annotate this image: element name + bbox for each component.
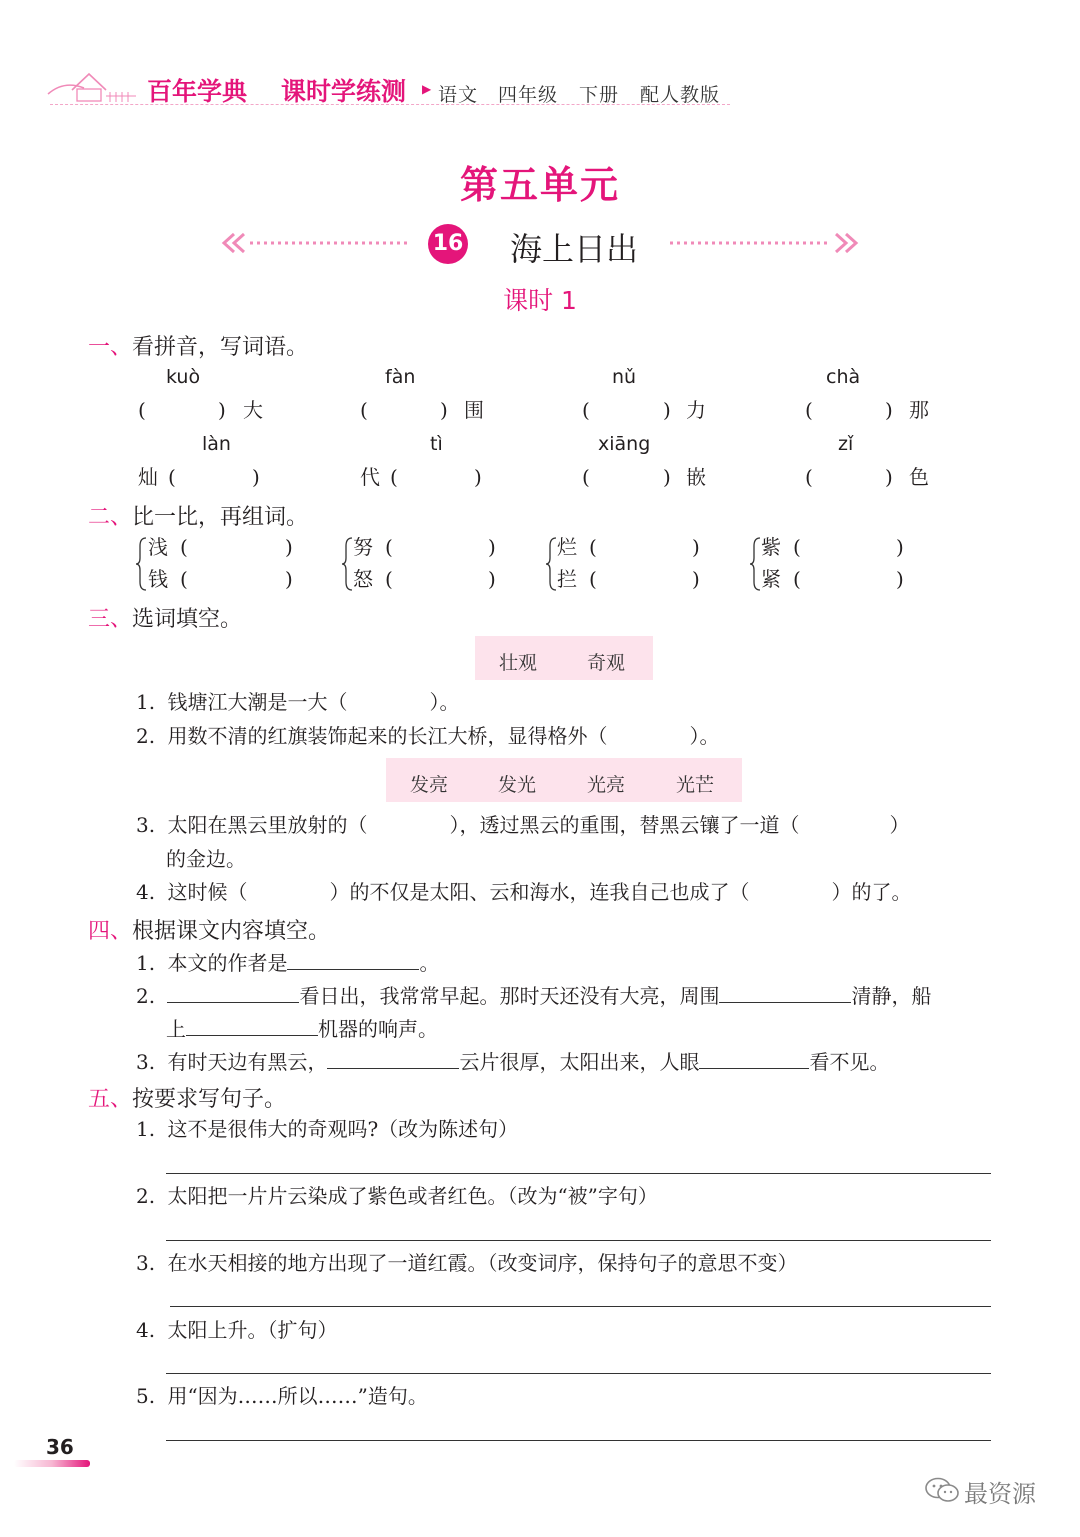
pinyin: làn xyxy=(202,433,231,455)
compare-char: 浅 xyxy=(148,535,168,559)
word-choice-box-1 xyxy=(475,636,653,680)
title-left-ornament xyxy=(220,230,415,256)
unit-title: 第五单元 xyxy=(459,163,620,207)
question-4-2-cont xyxy=(166,1017,438,1039)
question-number: 1. xyxy=(136,690,156,714)
paren-close: ) xyxy=(488,567,496,591)
question-number: 2. xyxy=(136,724,156,748)
pinyin: nǔ xyxy=(612,366,637,388)
question-3-4 xyxy=(136,882,911,902)
section-5-number: 五、 xyxy=(88,1087,133,1112)
paren-open: ( xyxy=(582,465,590,489)
section-4-title xyxy=(88,914,330,945)
answer-line[interactable] xyxy=(166,1240,991,1241)
paren-close: ) xyxy=(488,535,496,559)
question-text: 云片很厚，太阳出来，人眼 xyxy=(459,1050,700,1074)
question-3-3 xyxy=(136,815,909,835)
question-text: ）。 xyxy=(429,690,460,714)
header-brand-1: 百年学典 xyxy=(147,77,248,106)
section-4-text: 根据课文内容填空。 xyxy=(132,919,331,944)
header-volume: 下册 xyxy=(579,84,620,106)
question-text: 本文的作者是 xyxy=(167,951,288,975)
word-choice: 奇观 xyxy=(587,652,626,674)
question-text: 钱塘江大潮是一大（ xyxy=(167,690,348,714)
question-text: 上 xyxy=(166,1017,186,1041)
page-number-bar xyxy=(14,1460,90,1467)
paren-close: ) xyxy=(663,465,671,489)
title-right-ornament xyxy=(665,230,860,256)
pinyin: chà xyxy=(826,366,861,388)
compare-char: 努 xyxy=(353,535,373,559)
question-number: 5. xyxy=(136,1384,156,1408)
question-text: ） xyxy=(889,813,910,837)
header-edition: 配人教版 xyxy=(640,84,721,106)
question-3-3-cont: 的金边。 xyxy=(166,847,246,871)
section-3-title xyxy=(88,602,242,633)
question-text: 用数不清的红旗装饰起来的长江大桥，显得格外（ xyxy=(167,724,608,748)
fill-blank[interactable] xyxy=(699,1050,809,1069)
question-5-5 xyxy=(136,1386,428,1406)
compare-char: 怒 xyxy=(353,567,373,591)
question-number: 2. xyxy=(136,1184,156,1208)
question-5-4 xyxy=(136,1320,337,1340)
page-number: 36 xyxy=(46,1435,74,1459)
pinyin: xiāng xyxy=(598,433,651,455)
question-number: 1. xyxy=(136,1117,156,1141)
header-grade: 四年级 xyxy=(498,84,559,106)
fill-blank[interactable] xyxy=(167,984,299,1003)
paren-close: ) xyxy=(474,465,482,489)
paren-close: ) xyxy=(896,535,904,559)
paren-open: ( xyxy=(582,398,590,422)
section-5-text: 按要求写句子。 xyxy=(132,1087,287,1112)
paren-close: ) xyxy=(218,398,226,422)
question-text: 看日出，我常常早起。那时天还没有大亮，周围 xyxy=(299,984,720,1008)
question-text: 。 xyxy=(419,951,440,975)
section-1-text: 看拼音，写词语。 xyxy=(132,335,309,360)
question-text: 用“因为……所以……”造句。 xyxy=(167,1384,428,1408)
brace-icon xyxy=(136,536,148,596)
compare-char: 拦 xyxy=(557,567,577,591)
watermark: 最资源 xyxy=(964,1480,1036,1508)
question-text: ）。 xyxy=(689,724,720,748)
pinyin: zǐ xyxy=(838,433,854,455)
section-3-text: 选词填空。 xyxy=(132,607,243,632)
word-choice: 光亮 xyxy=(587,774,626,796)
paren-close: ) xyxy=(285,567,293,591)
section-4-number: 四、 xyxy=(88,919,133,944)
paren-open: ( xyxy=(589,535,597,559)
paren-open: ( xyxy=(360,398,368,422)
compare-char: 烂 xyxy=(557,535,577,559)
question-text: ）的了。 xyxy=(831,880,912,904)
question-text: 这时候（ xyxy=(167,880,248,904)
question-number: 4. xyxy=(136,880,156,904)
question-text: 这不是很伟大的奇观吗?（改为陈述句） xyxy=(167,1117,519,1141)
question-5-1 xyxy=(136,1119,518,1139)
paren-open: ( xyxy=(390,465,398,489)
paren-close: ) xyxy=(896,567,904,591)
paren-close: ) xyxy=(252,465,260,489)
question-text: ）的不仅是太阳、云和海水，连我自己也成了（ xyxy=(329,880,750,904)
compare-char: 紧 xyxy=(761,567,781,591)
paren-open: ( xyxy=(805,465,813,489)
word-choice: 发亮 xyxy=(410,774,449,796)
question-text: 太阳在黑云里放射的（ xyxy=(167,813,368,837)
answer-line[interactable] xyxy=(166,1173,991,1174)
paren-open: ( xyxy=(793,535,801,559)
paren-open: ( xyxy=(168,465,176,489)
question-text: 太阳把一片片云染成了紫色或者红色。（改为“被”字句） xyxy=(167,1184,658,1208)
paren-open: ( xyxy=(385,567,393,591)
header-subject: 语文 xyxy=(438,84,479,106)
word-char: 围 xyxy=(464,398,484,422)
lesson-number-badge xyxy=(428,224,468,264)
paren-open: ( xyxy=(805,398,813,422)
paren-close: ) xyxy=(692,567,700,591)
question-3-1 xyxy=(136,692,459,712)
compare-char: 钱 xyxy=(148,567,168,591)
question-text: 太阳上升。（扩句） xyxy=(167,1318,338,1342)
question-4-3 xyxy=(136,1050,889,1072)
lesson-title: 海上日出 xyxy=(510,230,639,268)
question-text: 机器的响声。 xyxy=(318,1017,438,1041)
header-arrow-icon: ▶ xyxy=(422,82,432,96)
pinyin: kuò xyxy=(166,366,201,388)
paren-close: ) xyxy=(692,535,700,559)
question-number: 3. xyxy=(136,1050,156,1074)
pinyin: fàn xyxy=(385,366,416,388)
section-3-number: 三、 xyxy=(88,607,133,632)
paren-close: ) xyxy=(440,398,448,422)
section-2-text: 比一比，再组词。 xyxy=(132,505,309,530)
question-5-3 xyxy=(136,1253,797,1273)
word-char: 大 xyxy=(243,398,263,422)
paren-close: ) xyxy=(885,398,893,422)
header-brand-2: 课时学练测 xyxy=(281,77,407,106)
word-char: 力 xyxy=(686,398,706,422)
paren-open: ( xyxy=(793,567,801,591)
question-text: 有时天边有黑云， xyxy=(167,1050,328,1074)
header-underline xyxy=(50,104,730,105)
word-choice-box-2 xyxy=(386,758,742,802)
question-number: 3. xyxy=(136,1251,156,1275)
paren-close: ) xyxy=(663,398,671,422)
fill-blank[interactable] xyxy=(719,984,851,1003)
section-1-number: 一、 xyxy=(88,335,133,360)
fill-blank[interactable] xyxy=(287,951,419,970)
paren-close: ) xyxy=(285,535,293,559)
section-1-title xyxy=(88,330,308,361)
section-2-title xyxy=(88,500,308,531)
answer-line[interactable] xyxy=(166,1440,991,1441)
word-choice: 发光 xyxy=(498,774,537,796)
paren-open: ( xyxy=(385,535,393,559)
section-5-title xyxy=(88,1082,286,1113)
question-4-1 xyxy=(136,951,439,973)
header-house-logo-icon xyxy=(44,64,139,106)
question-number: 4. xyxy=(136,1318,156,1342)
word-char: 那 xyxy=(909,398,929,422)
pinyin: tì xyxy=(430,433,443,455)
lesson-session: 课时 1 xyxy=(503,286,577,315)
paren-open: ( xyxy=(589,567,597,591)
word-char: 灿 xyxy=(138,465,158,489)
question-text: 在水天相接的地方出现了一道红霞。（改变词序，保持句子的意思不变） xyxy=(167,1251,798,1275)
paren-open: ( xyxy=(180,535,188,559)
section-2-number: 二、 xyxy=(88,505,133,530)
question-number: 2. xyxy=(136,984,156,1008)
lesson-number: 16 xyxy=(432,231,464,256)
question-5-2 xyxy=(136,1186,658,1206)
paren-open: ( xyxy=(180,567,188,591)
word-char: 代 xyxy=(360,465,380,489)
fill-blank[interactable] xyxy=(327,1050,459,1069)
answer-line[interactable] xyxy=(170,1306,991,1307)
question-number: 1. xyxy=(136,951,156,975)
question-text: 看不见。 xyxy=(809,1050,890,1074)
question-3-2 xyxy=(136,726,719,746)
question-text: ），透过黑云的重围，替黑云镶了一道（ xyxy=(449,813,800,837)
paren-close: ) xyxy=(885,465,893,489)
word-choice: 光芒 xyxy=(676,774,715,796)
wechat-icon xyxy=(924,1476,960,1504)
fill-blank[interactable] xyxy=(186,1017,318,1036)
paren-open: ( xyxy=(138,398,146,422)
word-char: 嵌 xyxy=(686,465,706,489)
compare-char: 紫 xyxy=(761,535,781,559)
question-number: 3. xyxy=(136,813,156,837)
word-choice: 壮观 xyxy=(499,652,538,674)
word-char: 色 xyxy=(909,465,929,489)
answer-line[interactable] xyxy=(166,1373,991,1374)
question-text: 清静，船 xyxy=(851,984,932,1008)
question-4-2 xyxy=(136,984,931,1006)
